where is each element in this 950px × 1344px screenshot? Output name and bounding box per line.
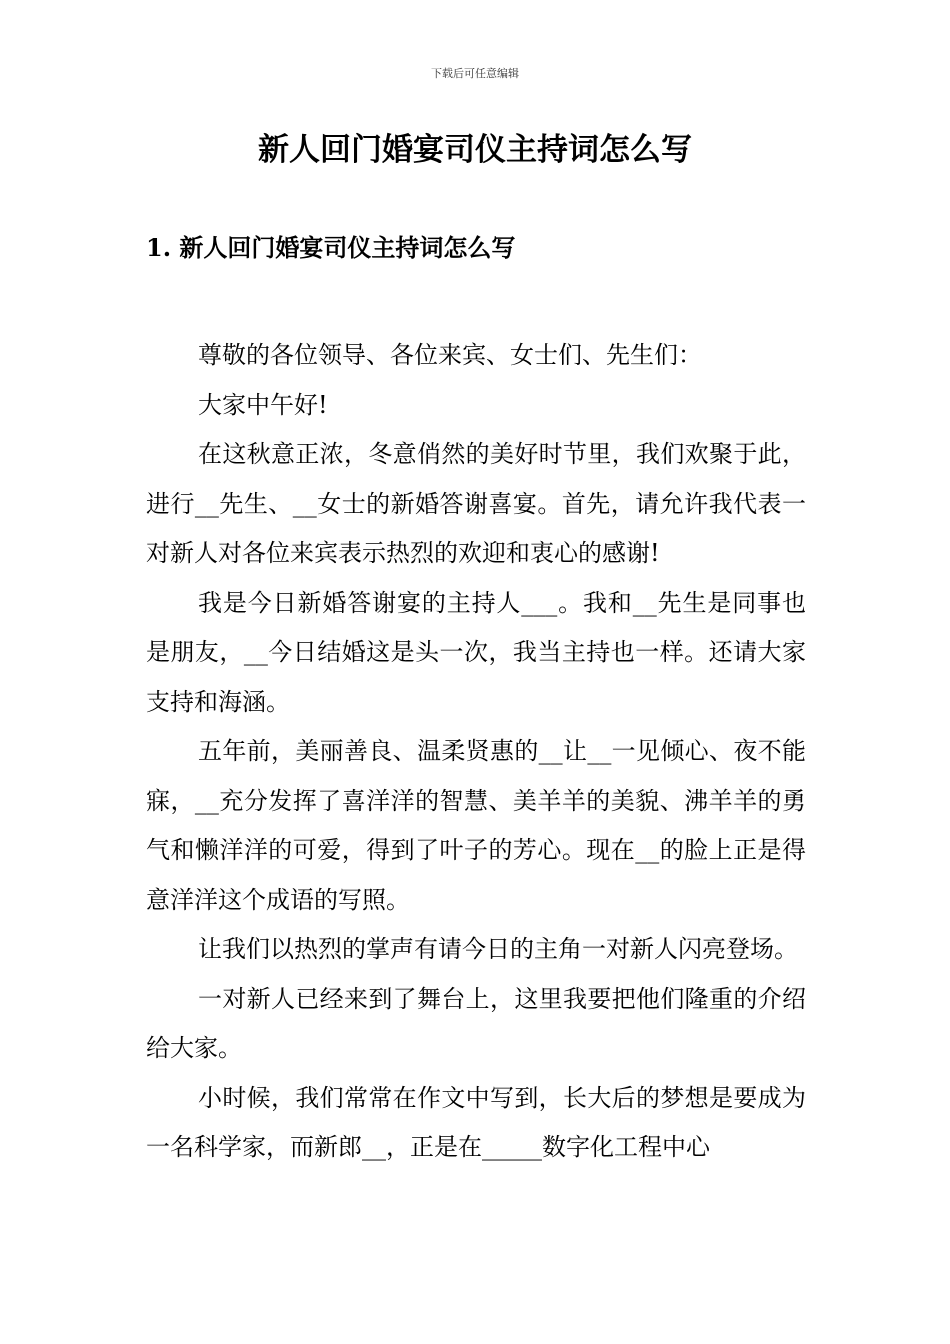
document-body xyxy=(146,331,806,1173)
paragraph-welcome: 在这秋意正浓，冬意俏然的美好时节里，我们欢聚于此，进行__先生、__女士的新婚答谢喜宴。首先，请允许我代表一对新人对各位来宾表示热烈的欢迎和衷心的感谢! xyxy=(146,440,806,567)
header-note: 下载后可任意编辑 xyxy=(431,67,519,80)
paragraph-love-story: 五年前，美丽善良、温柔贤惠的__让__一见倾心、夜不能寐，__充分发挥了喜洋洋的智慧、美羊羊的美貌、沸羊羊的勇气和懒洋洋的可爱，得到了叶子的芳心。现在__的脸上正是得意洋洋这个成语的写照。 xyxy=(146,737,806,914)
paragraph-host-intro: 我是今日新婚答谢宴的主持人___。我和__先生是同事也是朋友，__今日结婚这是头一次，我当主持也一样。还请大家支持和海涵。 xyxy=(146,588,806,716)
paragraph-greeting: 大家中午好! xyxy=(198,390,328,419)
document-title: 新人回门婚宴司仪主持词怎么写 xyxy=(258,132,692,168)
section-heading: 1. 新人回门婚宴司仪主持词怎么写 xyxy=(146,233,516,262)
paragraph-salutation: 尊敬的各位领导、各位来宾、女士们、先生们： xyxy=(198,341,702,369)
paragraph-invite-couple: 让我们以热烈的掌声有请今日的主角一对新人闪亮登场。 xyxy=(198,935,798,963)
paragraph-introduce-couple: 一对新人已经来到了舞台上，这里我要把他们隆重的介绍给大家。 xyxy=(146,984,806,1062)
paragraph-groom-intro: 小时候，我们常常在作文中写到，长大后的梦想是要成为一名科学家，而新郎__，正是在_____数字化工程中心 xyxy=(146,1083,806,1161)
